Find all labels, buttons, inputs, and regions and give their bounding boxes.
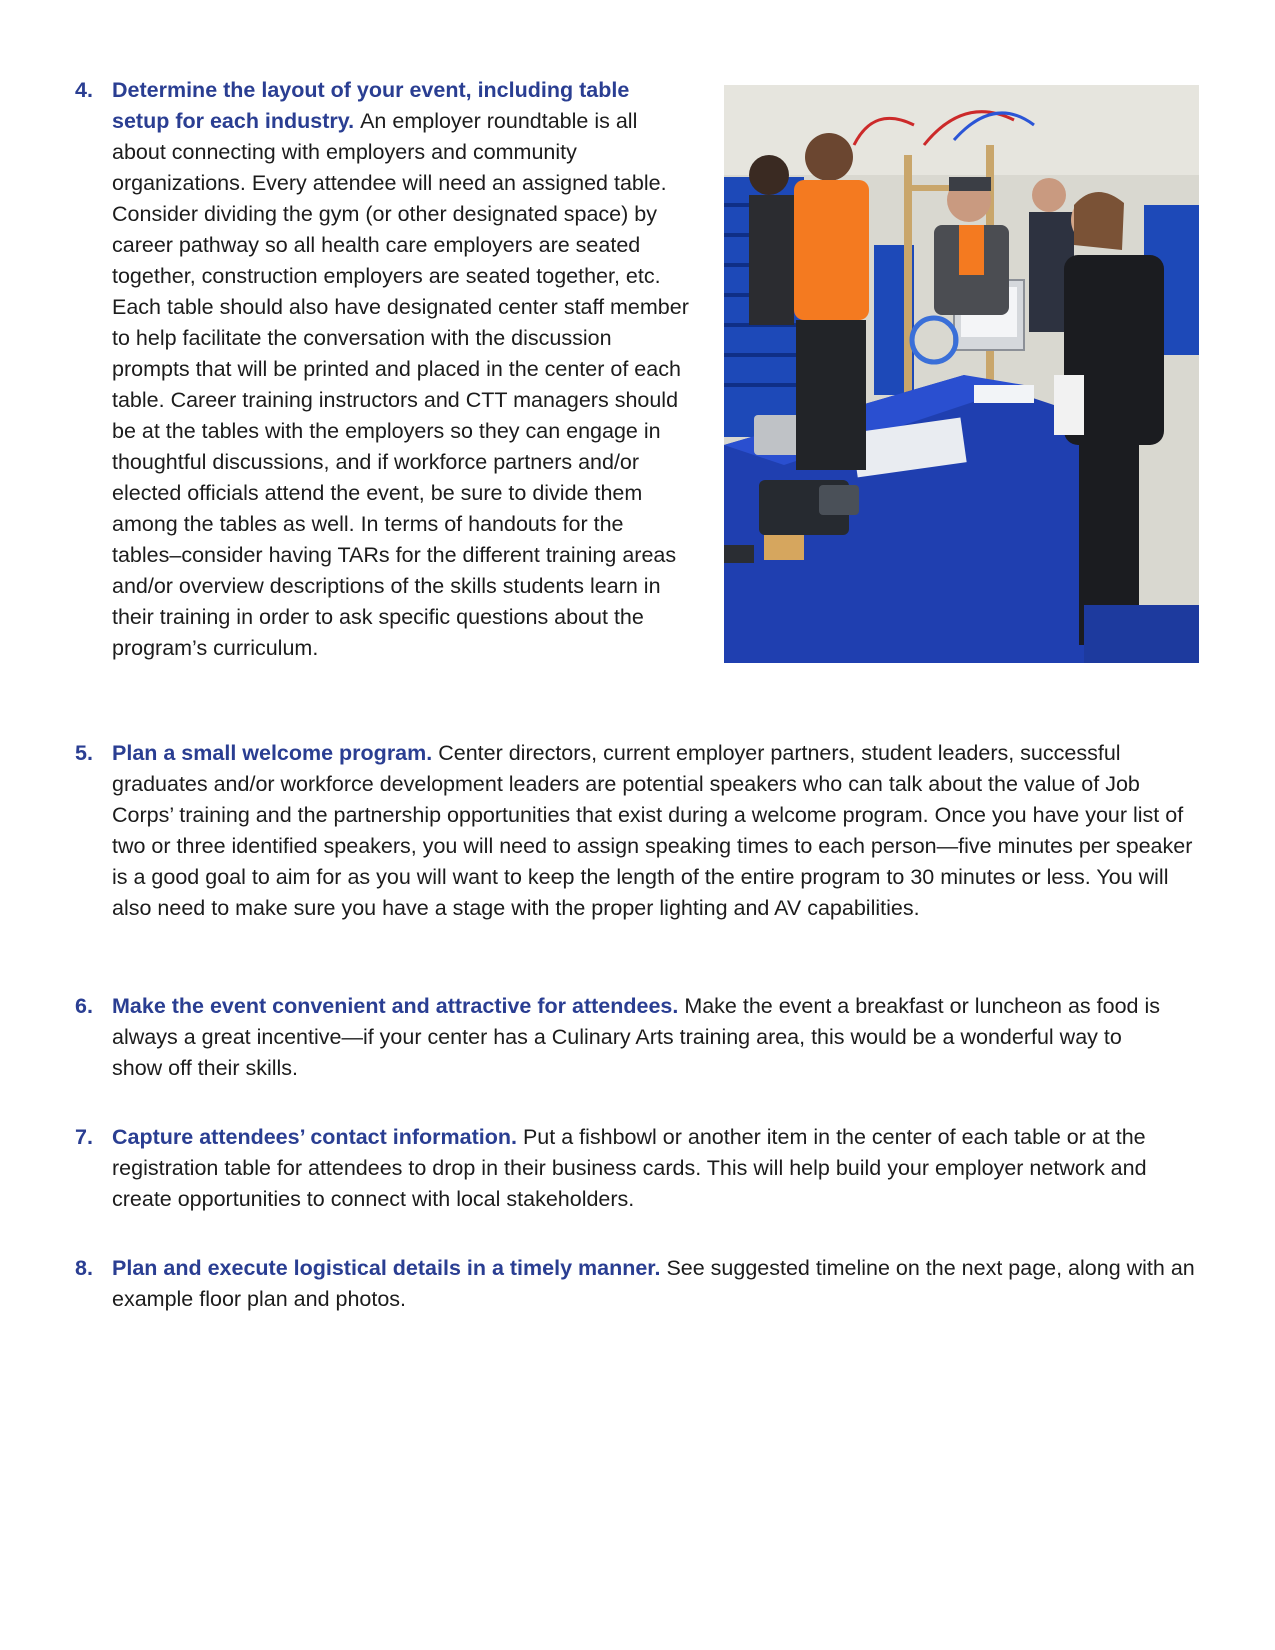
- item-text: Center directors, current employer partners, student leaders, successful graduates and/or workforce development leaders are potential speakers who can talk about the value of Job Corps’ training and the partnership opportunities that exist during a welcome program. Once you have your list of two or three identified speakers, you will need to assign speaking times to each person—five minutes per speaker is a good goal to aim for as you will want to keep the length of the entire program to 30 minutes or less. You will also need to make sure you have a stage with the proper lighting and AV capabilities.: [112, 741, 1193, 920]
- list-item-8: [75, 1253, 1202, 1315]
- item-body: [112, 75, 690, 664]
- event-photo: [724, 85, 1199, 663]
- item-number: 8.: [75, 1256, 93, 1280]
- person-orange-shirt: [794, 133, 869, 470]
- item-text: See suggested timeline on the next page, along with an example floor plan and photos.: [112, 1256, 1195, 1311]
- list-item-6: [75, 991, 1172, 1084]
- person-background: [749, 155, 794, 325]
- item-text: An employer roundtable is all about connecting with employers and community organizations. Every attendee will need an assigned table. Consider dividing the gym (or other designated space) by career pathway so all health care employers are seated together, construction employers are seated together, etc. Each table should also have designated center staff member to help facilitate the conversation with the discussion prompts that will be printed and placed in the center of each table. Career training instructors and CTT managers should be at the tables with the employers so they can engage in thoughtful discussions, and if workforce partners and/or elected officials attend the event, be sure to divide them among the tables as well. In terms of handouts for the tables–consider having TARs for the different training areas and/or overview descriptions of the skills students learn in their training in order to ask specific questions about the program’s curriculum.: [112, 109, 689, 660]
- item-body: [112, 1122, 1172, 1215]
- list-item-4: [75, 75, 690, 664]
- item-text: Make the event a breakfast or luncheon as food is always a great incentive—if your center has a Culinary Arts training area, this would be a wonderful way to show off their skills.: [112, 994, 1160, 1080]
- upper-wall: [724, 85, 1199, 175]
- item-body: [112, 1253, 1202, 1315]
- list-item-5: [75, 738, 1202, 924]
- gym-floor: [1084, 605, 1199, 663]
- item-number: 7.: [75, 1125, 93, 1149]
- item-body: [112, 991, 1172, 1084]
- item-heading: Determine the layout of your event, including table setup for each industry.: [112, 78, 630, 133]
- item-heading: Capture attendees’ contact information.: [112, 1125, 523, 1149]
- item-number: 4.: [75, 78, 93, 102]
- item-body: [112, 738, 1202, 924]
- item-heading: Plan and execute logistical details in a timely manner.: [112, 1256, 667, 1280]
- item-heading: Plan a small welcome program.: [112, 741, 439, 765]
- item-number: 5.: [75, 741, 93, 765]
- list-item-7: [75, 1122, 1172, 1215]
- item-number: 6.: [75, 994, 93, 1018]
- item-text: Put a fishbowl or another item in the center of each table or at the registration table for attendees to drop in their business cards. This will help build your employer network and create opportunities to connect with local stakeholders.: [112, 1125, 1147, 1211]
- event-photo-illustration: [724, 85, 1199, 663]
- item-heading: Make the event convenient and attractive for attendees.: [112, 994, 685, 1018]
